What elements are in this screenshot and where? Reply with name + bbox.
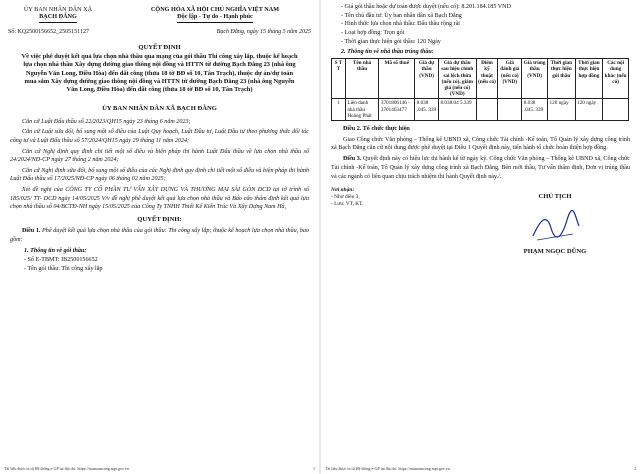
footer-note: Tài liệu được in từ Hệ thống e-GP tại địa chỉ: https://muasamcong.mpi.gov.vn: [4, 466, 129, 471]
article-1-text: Phê duyệt kết quả lựa chọn nhà thầu của gói thầu: Thi công xây lắp; thuộc kế hoạch lựa chọn nhà thầu, bao gồm:: [10, 228, 309, 243]
table-row: [332, 99, 629, 121]
package-name-line: - Tên gói thầu: Thi công xây lắp: [24, 265, 103, 272]
recipients: [331, 187, 441, 255]
decides-heading: QUYẾT ĐỊNH:: [137, 215, 182, 223]
legal-basis-1: Căn cứ Luật Đấu thầu số 22/2023/QH15 ngày 23 tháng 6 năm 2023;: [22, 118, 191, 125]
decision-title: QUYẾT ĐỊNH: [138, 43, 181, 51]
col-header: Các nội dung khác (nếu có): [603, 59, 629, 99]
cell-other: [603, 99, 629, 121]
package-info: [321, 0, 640, 56]
article-1: [10, 227, 309, 244]
motto: Độc lập - Tự do - Hạnh phúc: [177, 13, 253, 22]
document-header: [0, 0, 319, 23]
cell-stt: 1: [332, 99, 346, 121]
col-header: Giá dự thầu (VND): [415, 59, 439, 99]
national-motto: [117, 6, 313, 23]
recipient-item: - Như điều 3,: [331, 194, 360, 201]
table-header-row: [332, 59, 629, 99]
winning-bidder-table: [331, 58, 629, 121]
col-header: Mã số thuế: [379, 59, 415, 99]
consideration: Xét đề nghị của CÔNG TY CỔ PHẦN TƯ VẤN XÂY DỰNG VÀ THƯƠNG MẠI SÀI GÒN DCD tại tờ trình số 185/025/ TT- DCD ngày 14/05/2025 V/v đề nghị phê duyệt kết quả lựa chọn nhà thầu và Báo cáo thẩm định kết quả lựa chọn nhà thầu số 04/BCTĐ-NH ngày 15/05/2025 của Công Ty TNHH Thiết Kế Kiến Trúc Và Xây Dựng Nam Hà,: [10, 187, 309, 211]
col-header: S T T: [332, 59, 346, 99]
col-header: Giá đánh giá (nếu có) (VND): [498, 59, 522, 99]
cell-bidder-name: Liên danh nhà thầu Hoàng Phát: [345, 99, 379, 121]
cell-bid-price: 8.038 .045. 339: [415, 99, 439, 121]
signer-name: PHẠM NGỌC DŨNG: [523, 248, 587, 256]
col-header: Giá dự thầu sau hiệu chỉnh sai lệch thừa (nếu có), giảm giá (nếu có) (VND): [439, 59, 477, 99]
package-price: - Giá gói thầu hoặc dự toán được duyệt (nếu có): 8.201.184.185 VND: [341, 4, 511, 10]
document-page-1: [0, 0, 319, 474]
article-3-text: Quyết định này có hiệu lực thi hành kể từ ngày ký. Công chức Văn phòng – Thống kê UBND xã, Công chức Tài chính -Kế toán, Tổ Quản lý xây dựng công trình xã Bạch Đằng, Bên mời thầu, Tư vấn thẩm định, Đơn vị trúng thầu và các ngành có liên quan chịu trách nhiệm thi hành Quyết định này./.: [331, 156, 630, 180]
document-number: Số: KQ2500156652_2505151127: [8, 28, 89, 35]
document-date: Bạch Đằng, ngày 15 tháng 5 năm 2025: [216, 28, 311, 35]
section-1-title: 1. Thông tin về gói thầu:: [24, 247, 87, 254]
document-meta: [0, 23, 319, 35]
cell-tech-score: [476, 99, 498, 121]
page-1-footer: [4, 466, 315, 471]
signer-role: CHỦ TỊCH: [538, 193, 572, 201]
signature-block: [321, 183, 640, 255]
duration: - Thời gian thực hiện gói thầu: 120 Ngày: [341, 38, 441, 45]
col-header: Thời gian thực hiện hợp đồng: [575, 59, 603, 99]
etbmt-line: - Số E-TBMT: IB2500156652: [24, 257, 98, 264]
footer-note: Tài liệu được in từ Hệ thống e-GP tại địa chỉ: https://muasamcong.mpi.gov.vn: [325, 466, 450, 471]
recipient-item: - Lưu: VT, KT.: [331, 201, 364, 208]
section-2-title: 2. Thông tin về nhà thầu trúng thầu:: [341, 48, 434, 55]
legal-basis-3: Căn cứ Nghị định quy định chi tiết một số điều và biện pháp thi hành Luật Đấu thầu về lựa chọn nhà thầu số 24/2024/NĐ-CP ngày 27 tháng 2 năm 2024;: [10, 148, 309, 164]
page-2-footer: [325, 466, 636, 471]
decision-body: [0, 112, 319, 274]
page-number: 1: [313, 466, 315, 471]
selection-method: - Hình thức lựa chọn nhà thầu: Đấu thầu rộng rãi: [341, 21, 460, 28]
issuing-agency: [6, 6, 110, 23]
cell-package-duration: 120 ngày: [548, 99, 576, 121]
contract-type: - Loại hợp đồng: Trọn gói: [341, 30, 405, 37]
legal-basis-4: Căn cứ Nghị định sửa đổi, bổ sung một số điều của các Nghị định quy định chi tiết một số điều và biện pháp thi hành Luật Đấu thầu số 17/2025/NĐ-CP ngày 06 tháng 02 năm 2025;: [10, 167, 309, 183]
col-header: Điểm kỹ thuật (nếu có): [476, 59, 498, 99]
col-header: Tên nhà thầu: [345, 59, 379, 99]
cell-adjusted-price: 8.038.04 5.339: [439, 99, 477, 121]
article-3-label: Điều 3.: [343, 156, 362, 163]
country-name: CỘNG HÒA XÃ HỘI CHỦ NGHĨA VIỆT NAM: [150, 6, 280, 13]
decision-subject: Về việc phê duyệt kết quả lựa chọn nhà thầu qua mạng của gói thầu Thi công xây lắp, thuộc kế hoạch lựa chọn nhà thầu Xây dựng đường giao thông nội đồng và HTTN từ đường Bạch Đằng 23 (nhà ông Nguyễn Văn Long, Điều Hòa) đến đất công (thửa 18 tờ BĐ số 10, Tân Trạch), thuộc dự án/dự toán mua sắm Xây dựng đường giao thông nội đồng và HTTN từ đường Bạch Đằng 23 (nhà ông Nguyễn Văn Long, Điều Hòa) đến đất công (thửa 18 tờ BĐ số 10, Tân Trạch): [21, 52, 298, 94]
page-number: 2: [634, 466, 636, 471]
col-header: Thời gian thực hiện gói thầu: [548, 59, 576, 99]
agency-full-name: ỦY BAN NHÂN DÂN XÃ BẠCH ĐẰNG: [102, 104, 217, 112]
legal-basis-2: Căn cứ Luật sửa đổi, bổ sung một số điều của Luật Quy hoạch, Luật Đầu tư, Luật Đầu tư theo phương thức đối tác công tư và Luật Đấu thầu số 57/2024/QH15 ngày 29 tháng 11 năm 2024;: [10, 129, 309, 145]
col-header: Giá trúng thầu (VND): [522, 59, 548, 99]
investor-name: - Tên chủ đầu tư: Ủy ban nhân dân xã Bạch Đằng: [341, 12, 462, 19]
signature-mark: [527, 206, 583, 246]
article-3: [331, 155, 630, 181]
article-2-text: Giao Công chức Văn phòng – Thống kê UBND xã, Công chức Tài chính -Kế toán, Tổ Quản lý xây dựng công trình xã Bạch Đằng căn cứ nội dung được phê duyệt tại Điều 1 Quyết định này, tiến hành tổ chức hoàn thiện hợp đồng.: [331, 136, 630, 152]
articles-2-3: [321, 121, 640, 181]
cell-contract-duration: 120 ngày: [575, 99, 603, 121]
cell-tax-code: 3701806146 - 3701463477: [379, 99, 415, 121]
recipients-title: Nơi nhận:: [331, 187, 355, 194]
article-1-label: Điều 1.: [22, 228, 41, 235]
signature-icon: [527, 206, 583, 246]
agency-line-1: ỦY BAN NHÂN DÂN XÃ: [23, 6, 93, 13]
cell-winning-price: 8.038 .045. 339: [522, 99, 548, 121]
agency-line-2: BẠCH ĐẰNG: [39, 13, 77, 22]
document-page-2: [321, 0, 640, 474]
cell-evaluated-price: [498, 99, 522, 121]
article-2-title: Điều 2. Tổ chức thực hiện: [343, 126, 410, 133]
signer: [480, 187, 630, 255]
